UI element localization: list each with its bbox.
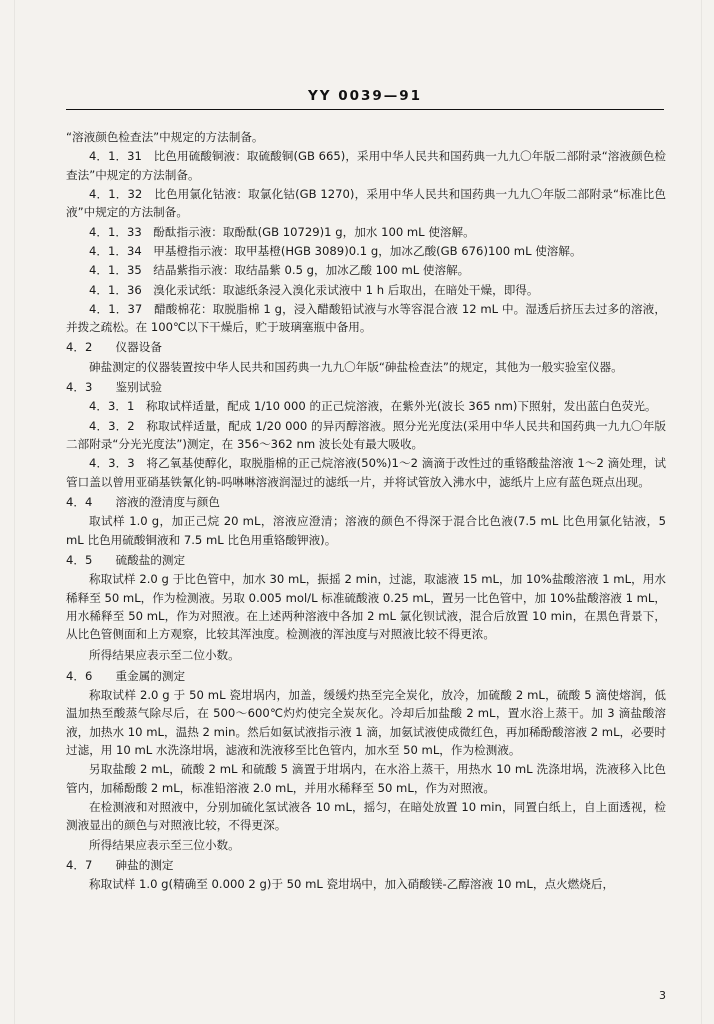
paragraph: 称取试样 1.0 g(精确至 0.000 2 g)于 50 mL 瓷坩埚中，加入硝酸镁-乙醇溶液 10 mL，点火燃烧后， bbox=[89, 877, 615, 892]
paragraph: 4．1．36 溴化汞试纸：取滤纸条浸入溴化汞试液中 1 h 后取出，在暗处干燥，即得。 bbox=[89, 282, 539, 297]
paragraph: 4．3 鉴别试验 bbox=[66, 380, 162, 395]
header-rule bbox=[66, 109, 664, 110]
document-body bbox=[66, 128, 666, 895]
page-header bbox=[66, 88, 664, 110]
page-edge-left bbox=[14, 0, 15, 1024]
paragraph: 4．1．34 甲基橙指示液：取甲基橙(HGB 3089)0.1 g，加冰乙酸(GB 676)100 mL 使溶解。 bbox=[89, 243, 582, 258]
paragraph: 另取盐酸 2 mL，硫酸 2 mL 和硫酸 5 滴置于坩埚内，在水浴上蒸干，用热水 10 mL 洗涤坩埚，洗液移入比色管内，加稀酚酸 2 mL，标准铅溶液 2.0 mL，并用水稀释至 50 mL，作为对照液。 bbox=[66, 762, 666, 795]
page-edge-right bbox=[701, 0, 702, 1024]
paragraph: 所得结果应表示至二位小数。 bbox=[89, 648, 240, 663]
paragraph: 4．1．31 比色用硫酸铜液：取硫酸铜(GB 665)，采用中华人民共和国药典一九九〇年版二部附录“溶液颜色检查法”中规定的方法制备。 bbox=[66, 149, 666, 182]
paragraph: 在检测液和对照液中，分别加硫化氢试液各 10 mL，摇匀，在暗处放置 10 min，同置白纸上，自上面透视，检测液显出的颜色与对照液比较，不得更深。 bbox=[66, 799, 666, 833]
paragraph: 称取试样 2.0 g 于 50 mL 瓷坩埚内，加盖，缓缓灼热至完全炭化，放冷，加硫酸 2 mL，硫酸 5 滴使熔润，低温加热至酸蒸气除尽后，在 500～600℃灼灼使完全炭灰化。冷却后加盐酸 2 mL，置水浴上蒸干。加 3 滴盐酸溶液，加热水 10 mL，温热 2 min。然后如氨试液指示液 1 滴，加氨试液使成微红色，再加稀酚酸溶液 2 mL，必要时过滤，用 10 mL 水洗涤坩埚，滤液和洗液移至比色管内，加水至 50 mL，作为检测液。 bbox=[66, 688, 666, 757]
standard-code: YY 0039—91 bbox=[307, 88, 423, 104]
paragraph: 4．3．2 称取试样适量，配成 1/20 000 的异丙醇溶液。照分光光度法(采用中华人民共和国药典一九九〇年版二部附录“分光光度法”)测定，在 356～362 nm 波长处有最大吸收。 bbox=[66, 418, 666, 451]
paragraph: 4．4 溶液的澄清度与颜色 bbox=[66, 494, 220, 509]
paragraph: 4．1．37 醋酸棉花：取脱脂棉 1 g，浸入醋酸铅试液与水等容混合液 12 mL 中。湿透后挤压去过多的溶液，并拨之疏松。在 100℃以下干燥后，贮于玻璃塞瓶中备用。 bbox=[66, 301, 666, 335]
paragraph: 所得结果应表示至三位小数。 bbox=[89, 837, 240, 852]
page-number: 3 bbox=[659, 989, 666, 1002]
paragraph: 4．1．33 酚酞指示液：取酚酞(GB 10729)1 g，加水 100 mL 使溶解。 bbox=[89, 224, 475, 239]
paragraph: 4．1．32 比色用氯化钴液：取氯化钴(GB 1270)，采用中华人民共和国药典一九九〇年版二部附录“标准比色液”中规定的方法制备。 bbox=[66, 186, 666, 220]
paragraph: “溶液颜色检查法”中规定的方法制备。 bbox=[66, 130, 264, 144]
paragraph: 4．1．35 结晶紫指示液：取结晶紫 0.5 g，加冰乙酸 100 mL 使溶解。 bbox=[89, 263, 470, 278]
paragraph: 4．7 砷盐的测定 bbox=[66, 857, 174, 872]
paragraph: 4．3．3 将乙氧基使醇化，取脱脂棉的正己烷溶液(50%)1～2 滴滴于改性过的重铬酸盐溶液 1～2 滴处理，试管口盖以曾用亚硝基铁氰化钠-吗啉啉溶液润湿过的滤纸一片，并将试管放入沸水中，滤纸片上应有蓝色斑点出现。 bbox=[66, 456, 666, 489]
paragraph: 4．5 硫酸盐的测定 bbox=[66, 552, 186, 567]
paragraph: 4．6 重金属的测定 bbox=[66, 668, 186, 683]
paragraph: 取试样 1.0 g，加正己烷 20 mL，溶液应澄清；溶液的颜色不得深于混合比色液(7.5 mL 比色用氯化钴液，5 mL 比色用硫酸铜液和 7.5 mL 比色用重铬酸钾液)。 bbox=[66, 514, 666, 547]
paragraph: 4．2 仪器设备 bbox=[66, 340, 162, 355]
paragraph: 称取试样 2.0 g 于比色管中，加水 30 mL，振摇 2 min，过滤，取滤液 15 mL，加 10%盐酸溶液 1 mL，用水稀释至 50 mL，作为检测液。另取 0.005 mol/L 标准硫酸液 0.25 mL，置另一比色管中，加 10%盐酸溶液 1 mL，用水稀释至 50 mL，作为对照液。在上述两种溶液中各加 2 mL 氯化钡试液，混合后放置 10 min，在黑色背景下，从比色管侧面和上方观察，比较其浑浊度。检测液的浑浊度与对照液比较不得更浓。 bbox=[66, 572, 666, 642]
paragraph: 4．3．1 称取试样适量，配成 1/10 000 的正己烷溶液，在紫外光(波长 365 nm)下照射，发出蓝白色荧光。 bbox=[89, 399, 657, 414]
paragraph: 砷盐测定的仪器装置按中华人民共和国药典一九九〇年版“砷盐检查法”的规定，其他为一般实验室仪器。 bbox=[89, 359, 623, 374]
